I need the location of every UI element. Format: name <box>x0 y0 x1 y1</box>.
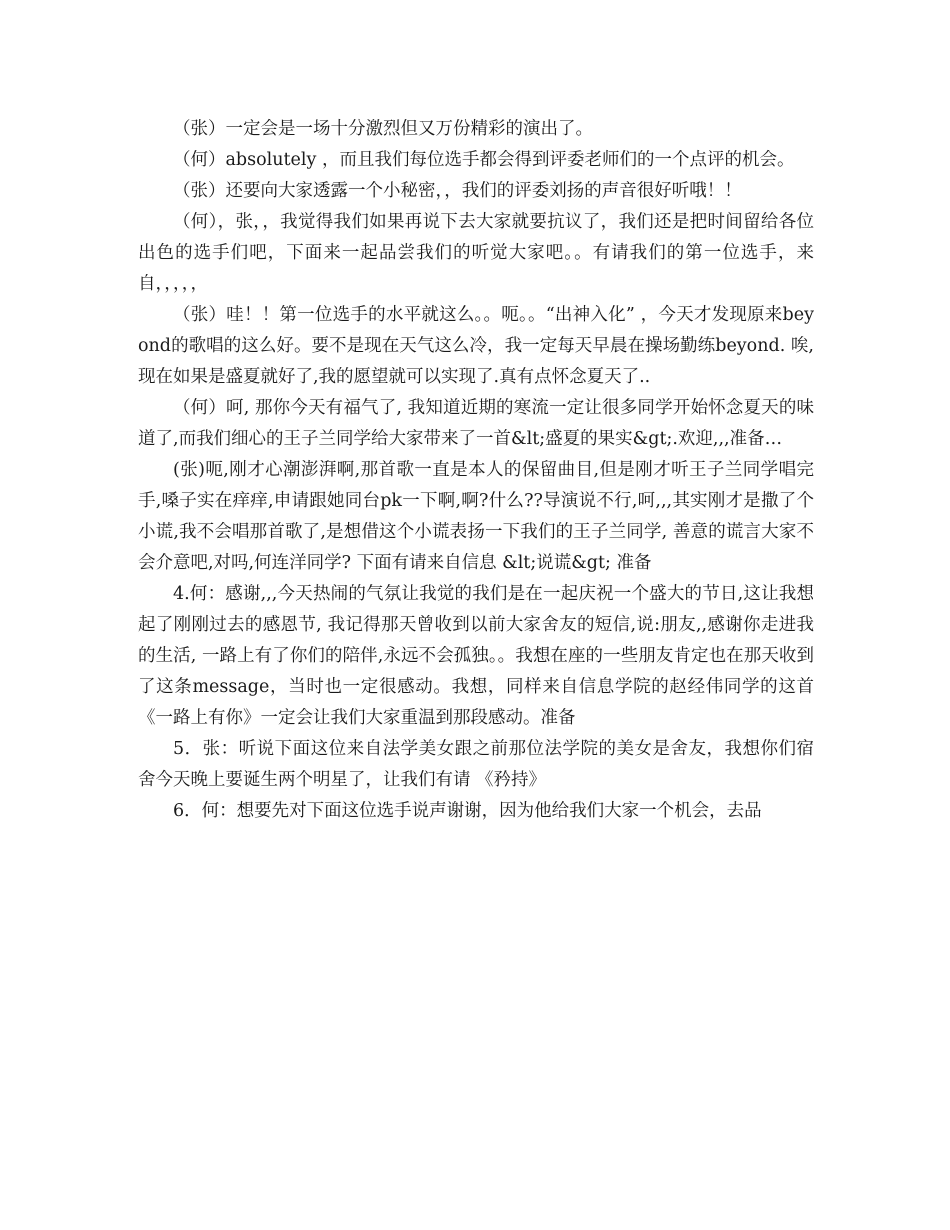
paragraph-10: 6．何：想要先对下面这位选手说声谢谢，因为他给我们大家一个机会，去品 <box>173 801 762 821</box>
paragraph-1: （张）一定会是一场十分激烈但又万份精彩的演出了。 <box>173 119 593 139</box>
paragraph-2: （何）absolutely ，而且我们每位选手都会得到评委老师们的一个点评的机会。 <box>173 150 795 170</box>
paragraph-6: （何）呵, 那你今天有福气了, 我知道近期的寒流一定让很多同学开始怀念夏天的味道了,而我们细心的王子兰同学给大家带来了一首&lt;盛夏的果实&gt;.欢迎,,,准备… <box>138 398 814 449</box>
paragraph-3: （张）还要向大家透露一个小秘密，，我们的评委刘扬的声音很好听哦！！ <box>173 181 742 201</box>
paragraph-7: (张)呃,刚才心潮澎湃啊,那首歌一直是本人的保留曲目,但是刚才听王子兰同学唱完手,嗓子实在痒痒,申请跟她同台pk一下啊,啊?什么??导演说不行,呵,,,其实刚才是撒了个小谎,我不会唱那首歌了,是想借这个小谎表扬一下我们的王子兰同学, 善意的谎言大家不会介意吧,对吗,何连洋同学? 下面有请来自信息 &lt;说谎&gt; 准备 <box>138 460 814 573</box>
paragraph-5: （张）哇！！第一位选手的水平就这么。。呃。。“出神入化” ，今天才发现原来beyond的歌唱的这么好。要不是现在天气这么冷，我一定每天早晨在操场勤练beyond. 唉,现在如果是盛夏就好了,我的愿望就可以实现了.真有点怀念夏天了.. <box>138 305 814 387</box>
paragraph-4: （何），张，，我觉得我们如果再说下去大家就要抗议了，我们还是把时间留给各位出色的选手们吧，下面来一起品尝我们的听觉大家吧。。有请我们的第一位选手，来自，，，，， <box>138 212 814 294</box>
document-body <box>138 114 814 827</box>
paragraph-9: 5．张：听说下面这位来自法学美女跟之前那位法学院的美女是舍友，我想你们宿舍今天晚上要诞生两个明星了，让我们有请 《矜持》 <box>138 739 814 790</box>
paragraph-8: 4.何：感谢,,,今天热闹的气氛让我觉的我们是在一起庆祝一个盛大的节日,这让我想起了刚刚过去的感恩节, 我记得那天曾收到以前大家舍友的短信,说:朋友,,感谢你走进我的生活, 一路上有了你们的陪伴,永远不会孤独。。我想在座的一些朋友肯定也在那天收到了这条message，当时也一定很感动。我想，同样来自信息学院的赵经伟同学的这首《一路上有你》一定会让我们大家重温到那段感动。准备 <box>138 584 814 728</box>
